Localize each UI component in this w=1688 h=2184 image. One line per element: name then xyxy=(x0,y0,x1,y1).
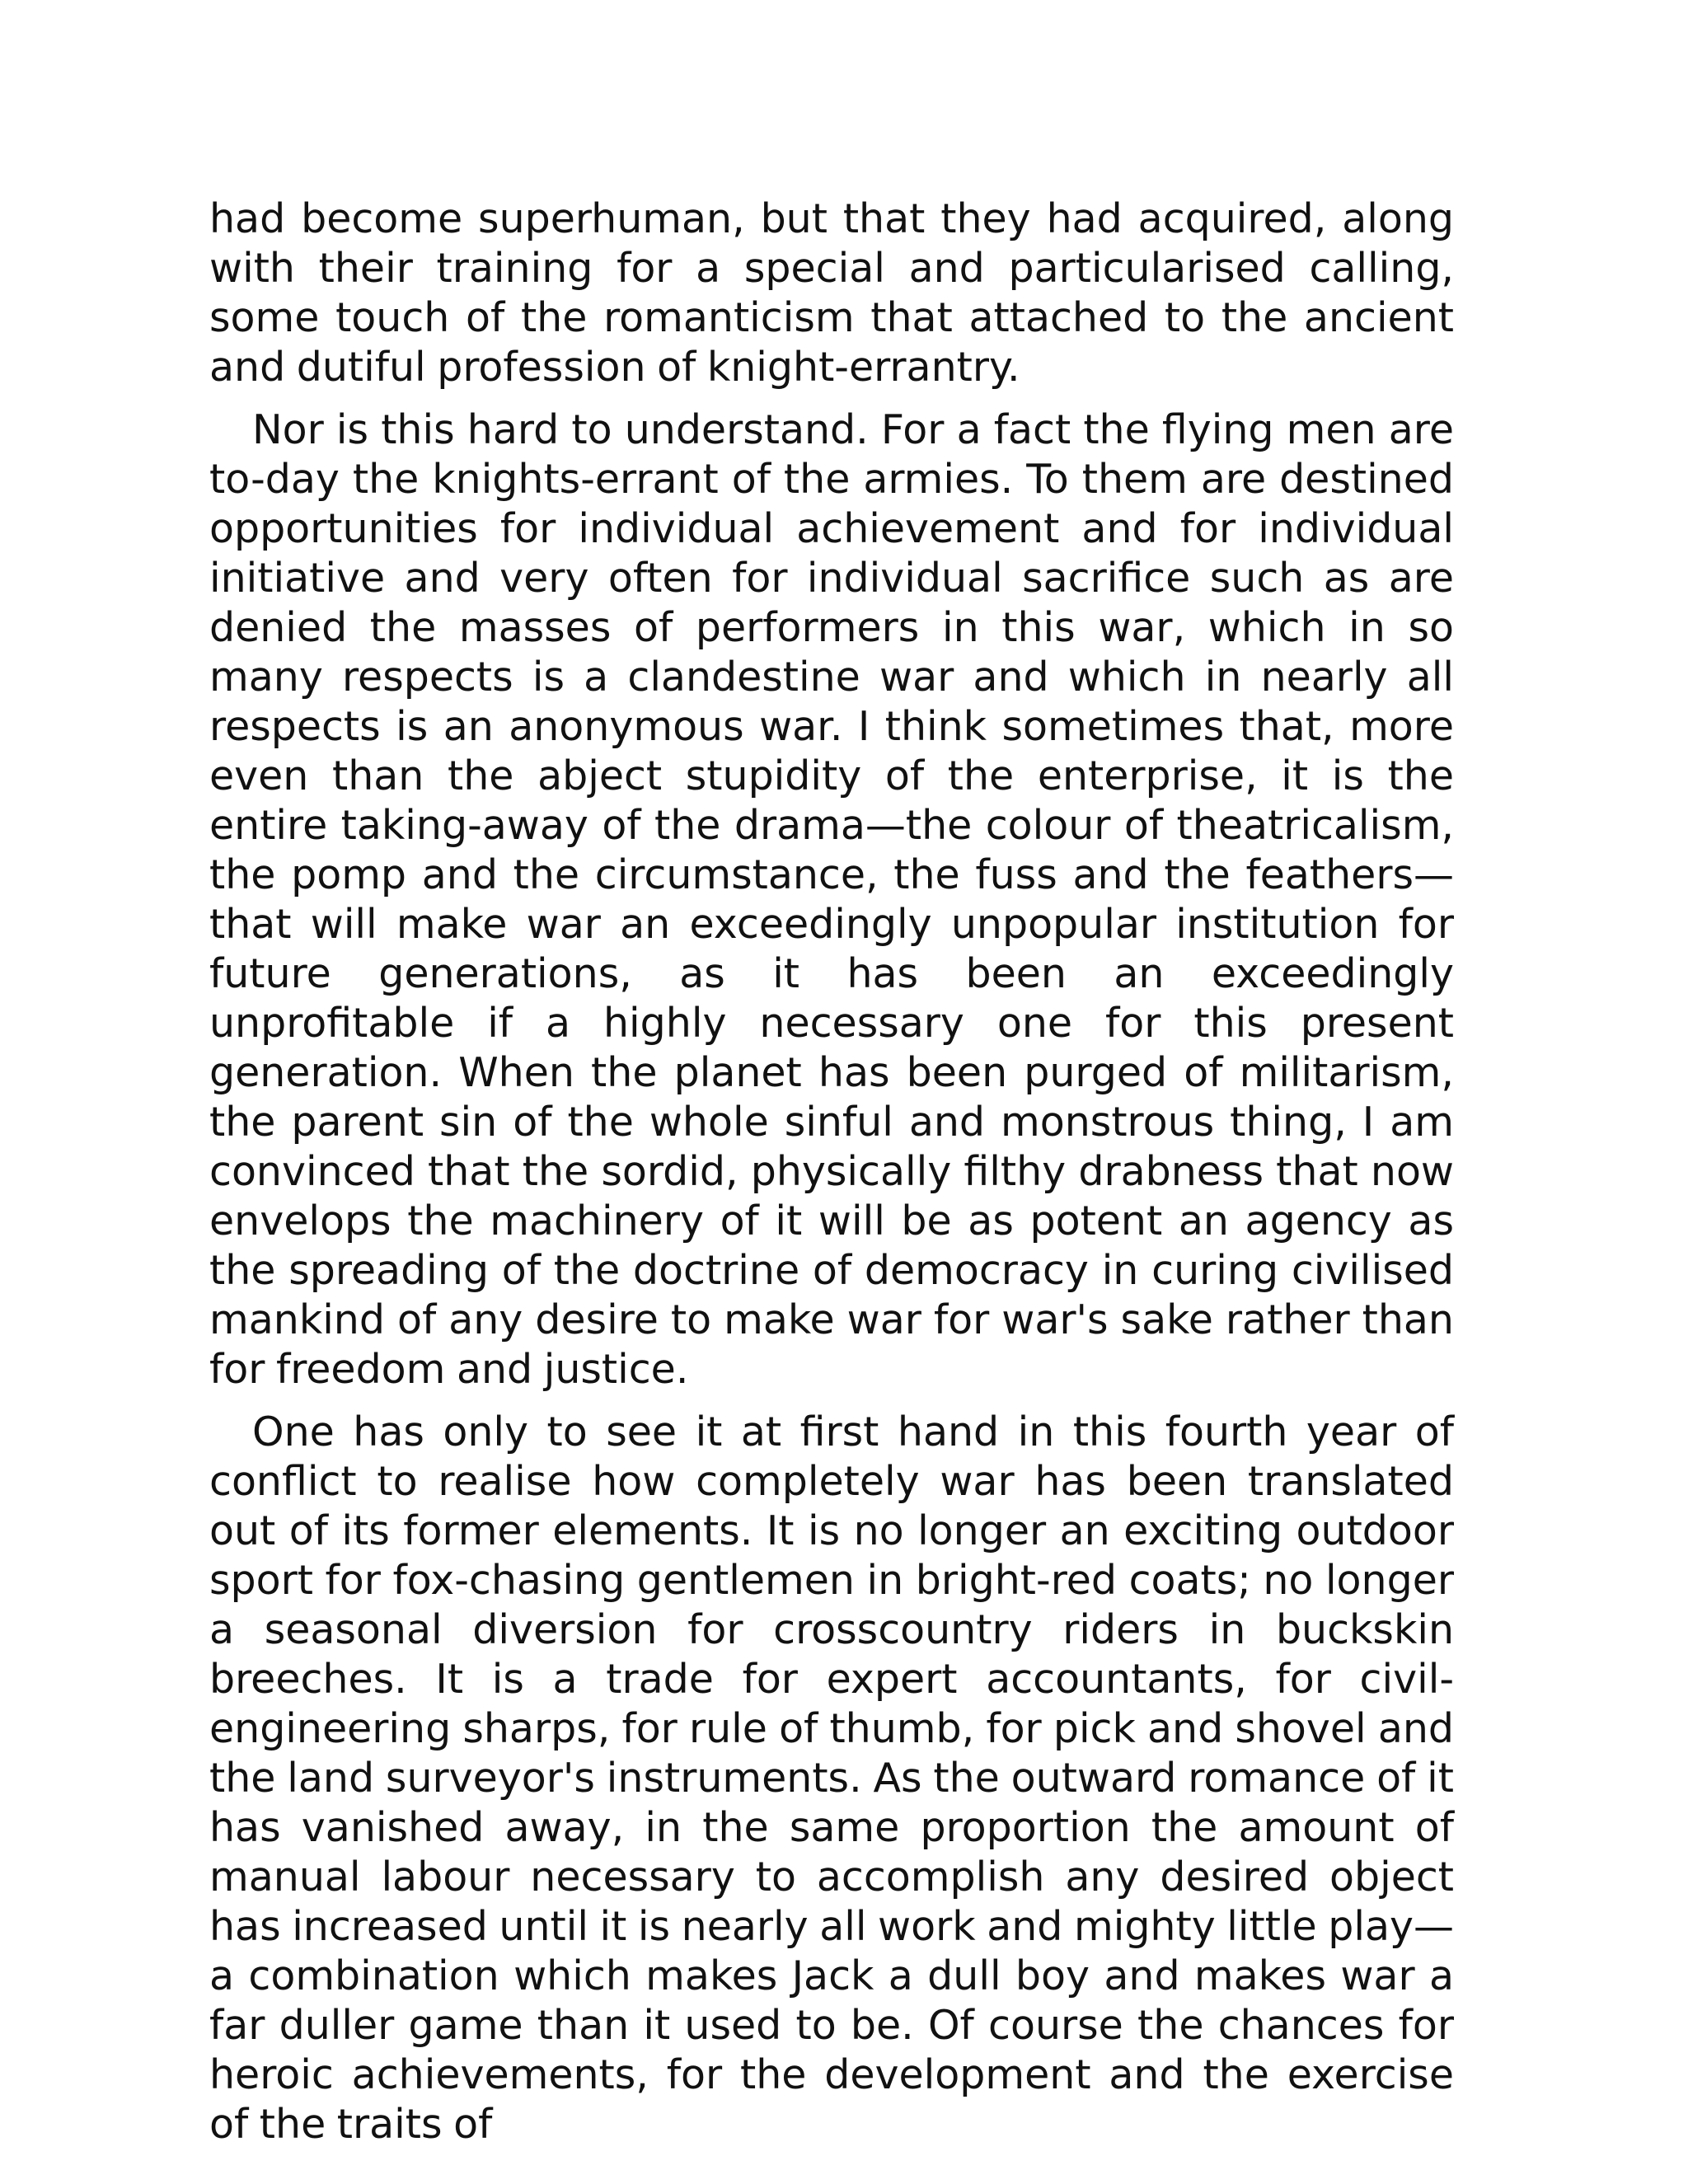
paragraph-continued: had become superhuman, but that they had acquired, along with their training for a special and particularised calling, some touch of the romanticism that attached to the ancient and dutiful profession of knight-errantry. xyxy=(209,195,1454,391)
paragraph-fourth-year: One has only to see it at first hand in this fourth year of conflict to realise how completely war has been translated out of its former elements. It is no longer an exciting outdoor sport for fox-chasing gentlemen in bright-red coats; no longer a seasonal diversion for crosscountry riders in buckskin breeches. It is a trade for expert accountants, for civil-engineering sharps, for rule of thumb, for pick and shovel and the land surveyor's instruments. As the outward romance of it has vanished away, in the same proportion the amount of manual labour necessary to accomplish any desired object has increased until it is nearly all work and mighty little play—a combination which makes Jack a dull boy and makes war a far duller game than it used to be. Of course the chances for heroic achievements, for the development and the exercise of the traits of xyxy=(209,1408,1454,2148)
page-body xyxy=(209,194,1454,2163)
paragraph-knights-errant: Nor is this hard to understand. For a fact the flying men are to-day the knights-errant of the armies. To them are destined opportunities for individual achievement and for individual initiative and very often for individual sacrifice such as are denied the masses of performers in this war, which in so many respects is a clandestine war and which in nearly all respects is an anonymous war. I think sometimes that, more even than the abject stupidity of the enterprise, it is the entire taking-away of the drama—the colour of theatricalism, the pomp and the circumstance, the fuss and the feathers—that will make war an exceedingly unpopular institution for future generations, as it has been an exceedingly unprofitable if a highly necessary one for this present generation. When the planet has been purged of militarism, the parent sin of the whole sinful and monstrous thing, I am convinced that the sordid, physically filthy drabness that now envelops the machinery of it will be as potent an agency as the spreading of the doctrine of democracy in curing civilised mankind of any desire to make war for war's sake rather than for freedom and justice. xyxy=(209,406,1454,1393)
